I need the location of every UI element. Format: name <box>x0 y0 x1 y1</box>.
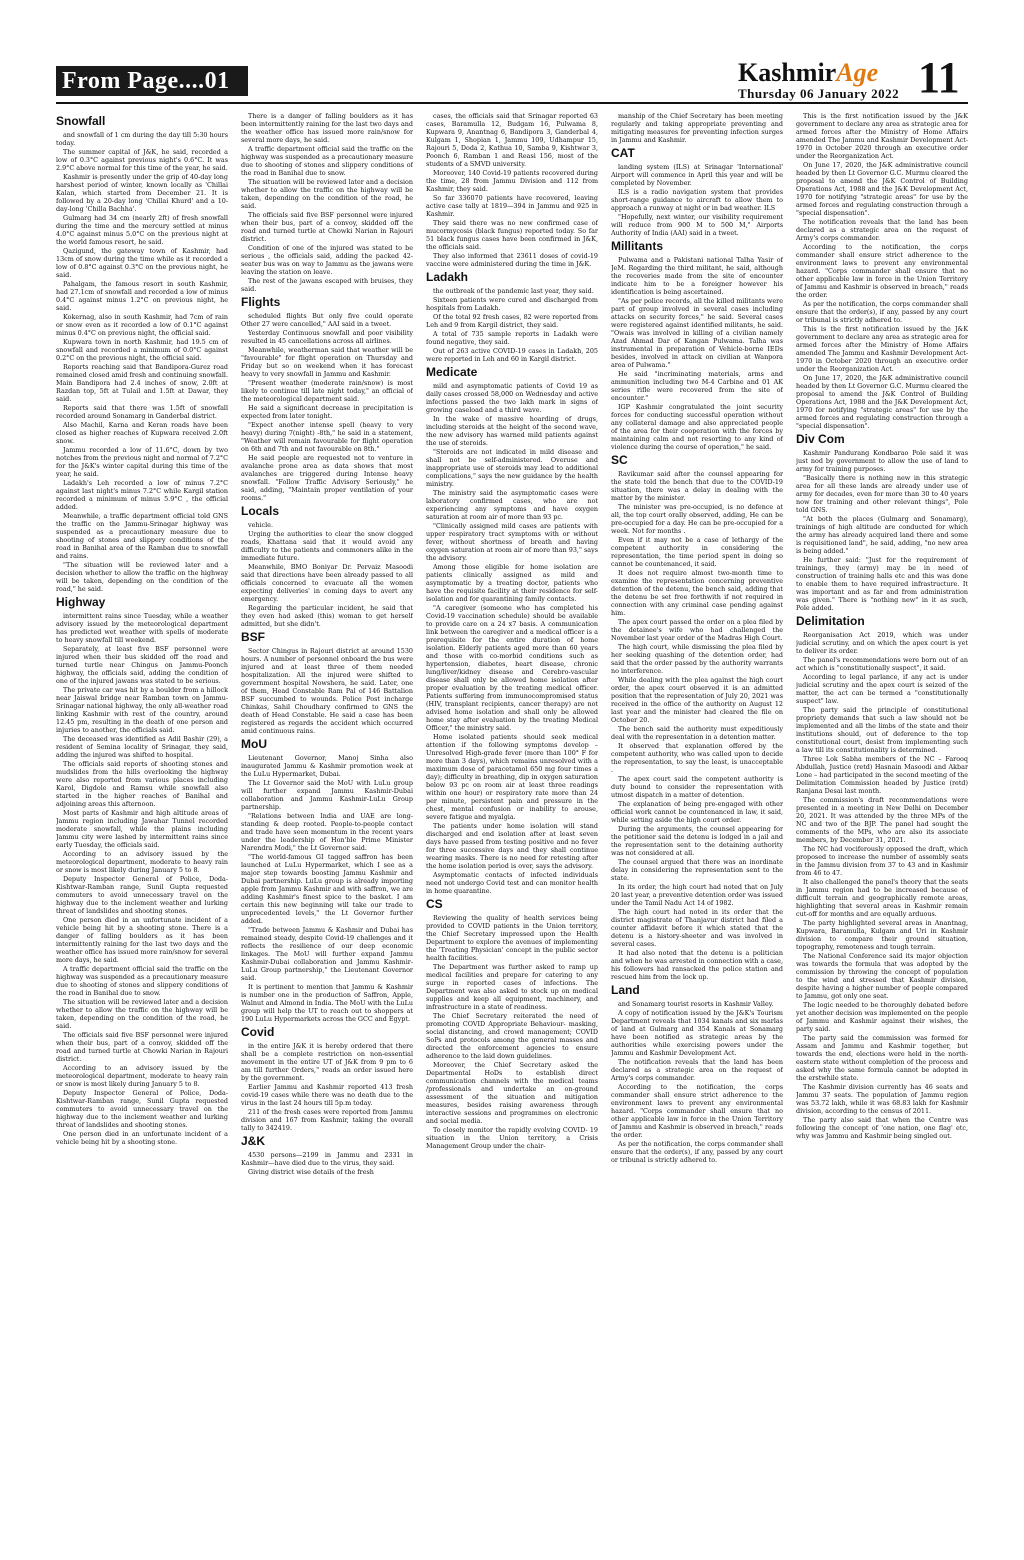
article-paragraph: The commission's draft recommendations were presented in a meeting in New Delhi on December 20, 2021. It was attended by the three MPs of the NC and two of the BJP. The panel had sought the comments of the MPs, who are also its associate members, by December 31, 2021. <box>796 796 968 844</box>
article-paragraph: He said people are requested not to venture in avalanche prone area as data shows that most avalanches are triggered during Intense heavy snowfall. "Follow Traffic Advisory Seriously," he said, adding, "Maintain proper ventilation of your rooms." <box>241 454 413 502</box>
page-number: 11 <box>918 53 960 102</box>
article-paragraph: "Trade between Jammu & Kashmir and Dubai has remained steady, despite Covid-19 challenges and it reflects the resilience of our deep economic linkages. The MoU will further expand Jammu Kashmir-Dubai collaboration and Jammu Kashmir-LuLu Group partnership," the Lieutenant Governor said. <box>241 926 413 982</box>
article-paragraph: the outbreak of the pandemic last year, they said. <box>433 287 594 295</box>
article-paragraph: Moreover, the Chief Secretary asked the Departmental HoDs to establish direct communication channels with the medical teams /professionals and undertake an on-ground assessment of the situation and mitigation measures, besides raising awareness through interactive sessions and programmes on electronic and social media. <box>426 1061 598 1125</box>
article-paragraph: While dealing with the plea against the high court order, the apex court observed it is an admitted position that the representation of July 20, 2021 was received in the office of the authority on August 12 last year and the minister had cleared the file on October 20. <box>611 676 783 724</box>
article-paragraph: A traffic department official said the traffic on the highway was suspended as a precautionary measure due to shooting of stones and slippery conditions of the road in Banihal due to snow. <box>241 145 413 177</box>
article-paragraph: "Basically there is nothing new in this strategic area for all these lands are already under use of army for decades, even for more than 30 to 40 years now for training and other relevant things", Pole told GNS. <box>796 474 968 514</box>
article-paragraph: IGP Kashmir congratulated the joint security forces for conducting successful operation without any collateral damage and also appreciated people of the area for their cooperation with the forces by maintaining calm and not resorting to any kind of violence during the course of operation," he said. <box>611 403 783 451</box>
article-paragraph: The minister was pre-occupied, is no defence at all, the top court orally observed, adding, He can be pre-occupied for a day. He can be pre-occupied for a week. Not for months . <box>611 503 783 535</box>
article-paragraph: Earlier Jammu and Kashmir reported 413 fresh covid-19 cases while there was no death due to the virus in the last 24 hours till 5p.m today. <box>241 1083 413 1107</box>
article-paragraph: vehicle. <box>248 521 273 529</box>
article-paragraph: He further said: "Just for the requirement of trainings, they (army) may be in need of construction of training halls etc and this was done to enable them to have required infrastructure. It was important and as far and from administration was given." There is "nothing new" in it as such, Pole added. <box>796 556 968 612</box>
article-paragraph: It also challenged the panel's theory that the seats in Jammu region had to be increased because of difficult terrain and geographically remote areas, highlighting that several areas in Kashmir remain cut-off for months and are equally arduous. <box>796 878 968 918</box>
article-paragraph: The situation will be reviewed later and a decision whether to allow the traffic on the highway will be taken, depending on the condition of the road, he said. <box>241 178 413 210</box>
article-headline: MoU <box>241 737 267 751</box>
article-paragraph: landing system (ILS) at Srinagar 'International' Airport will commence in April this year and will be completed by November. <box>611 163 783 187</box>
article-paragraph: The officials said five BSF personnel were injured when their bus, part of a convoy, skidded off the road and turned turtle at Chowki Narian in Rajouri district. <box>241 211 413 243</box>
article-paragraph: The situation will be reviewed later and a decision whether to allow the traffic on the highway will be taken, depending on the condition of the road, he said. <box>56 998 228 1030</box>
article-paragraph: The party said the commission was formed for Assam and Jammu and Kashmir together, but towards the end, elections were held in the north-eastern state without completion of the process and asked why the same formula cannot be adopted in the erstwhile state. <box>796 1034 968 1082</box>
article-paragraph: The Kashmir division currently has 46 seats and Jammu 37 seats. The population of Jammu region was 53.72 lakh, while it was 68.83 lakh for Kashmir division, according to the census of 2011. <box>796 1083 968 1115</box>
article-paragraph: He said "incriminating materials, arms and ammunition including two M-4 Carbine and 01 AK series rifle were recovered from the site of encounter." <box>611 370 783 402</box>
article-headline: J&K <box>241 1134 266 1148</box>
article-paragraph: According to an advisory issued by the meteorological department, moderate to heavy rain or snow is most likely during January 5 to 8. <box>56 850 228 874</box>
article-paragraph: On June 17, 2020, the J&K administrative council headed by then Lt Governor G.C. Murmu cleared the proposal to amend the J&K Control of Building Operations Act, 1988 and the J&K Development Act, 1970 for notifying "strategic areas" for use by the armed forces and regulating construction through a "special dispensation". <box>796 161 968 217</box>
article-paragraph: A traffic department official said the traffic on the highway was suspended as a precautionary measure due to shooting of stones and slippery conditions of the road in Banihal due to snow. <box>56 965 228 997</box>
article-paragraph: The panel's recommendations were born out of an act which is "constitutionally suspect", it said. <box>796 656 968 672</box>
article-headline: CS <box>426 897 443 911</box>
article-paragraph: They also informed that 23611 doses of covid-19 vaccine were administered during the time in J&K. <box>426 252 598 268</box>
article-paragraph: Giving district wise details of the fresh <box>248 1168 374 1176</box>
article-paragraph: "As per police records, all the killed militants were part of group involved in several cases including attacks on security forces," he said. Several cases were registered against identified militants, he said. "Owais was involved in killing of a civilian namely Azad Ahmad Dar of Kangan Pulwama. Talha was instrumental in preparation of Vehicle-borne IEDs besides, involved in attack on civilian at Wanpora area of Pulwama." <box>611 297 783 369</box>
article-paragraph: The party also said that when the Centre was following the concept of 'one nation, one flag' etc, why was Jammu and Kashmir being singled out. <box>796 1116 968 1140</box>
article-paragraph: It observed that explanation offered by the competent authority, who was called upon to decide the representation, to say the least, is unacceptable . <box>611 742 783 774</box>
column-3 <box>426 112 598 1554</box>
article-headline: Highway <box>56 595 106 609</box>
article-paragraph: "At both the places (Gulmarg and Sonamarg), trainings of high altitude are conducted for which the army has already acquired land there and some is requisitioned land", he said, adding, "no new area is being added." <box>796 515 968 555</box>
article-paragraph: The explanation of being pre-engaged with other official work cannot be countenanced in law, it said, while setting aside the high court order. <box>611 800 783 824</box>
article-paragraph: 211 of the fresh cases were reported from Jammu division and 167 from Kashmir, taking the overall tally to 342419. <box>241 1108 413 1132</box>
article-paragraph: mild and asymptomatic patients of Covid 19 as daily cases crossed 58,000 on Wednesday and active infections passed the two lakh mark in signs of growing caseload and a third wave. <box>426 382 598 414</box>
article-paragraph: and snowfall of 1 cm during the day till 5:30 hours today. <box>56 131 228 147</box>
article-paragraph: "Relations between India and UAE are long-standing & deep rooted. People-to-people contact and trade have seen momentum in the recent years under the leadership of Hon'ble Prime Minister Narendra Modi," the Lt Governor said. <box>241 812 413 852</box>
article-paragraph: The Department was further asked to ramp up medical facilities and prepare for catering to any surge in reported cases of infections. The Department was also asked to stock up on medical supplies and keep all equipment, machinery, and infrastructure in a state of readiness. <box>426 963 598 1011</box>
article-paragraph: Reviewing the quality of health services being provided to COVID patients in the Union territory, the Chief Secretary impressed upon the Health Department to explore the avenues of implementing the 'Treating Physician' concept in the public sector health facilities. <box>426 914 598 962</box>
article-paragraph: Kupwara town in north Kashmir, had 19.5 cm of snowfall and recorded a minimum of 0.0°C against 0.2°C on the previous night, the official said. <box>56 338 228 362</box>
article-paragraph: Qazigund, the gateway town of Kashmir, had 13cm of snow during the time while as it recorded a low of 0.8°C against 0.3°C on the previous night, he said. <box>56 247 228 279</box>
article-paragraph: A copy of notification issued by the J&K's Tourism Department reveals that 1034 kanals and six marlas of land at Gulmarg and 354 Kanals at Sonamarg have been notified as strategic areas by the authorities while exercising powers under the Jammu and Kashmir Development Act. <box>611 1009 783 1057</box>
column-5 <box>796 112 968 1554</box>
article-paragraph: On June 17, 2020, the J&K administrative council headed by then Lt Governor G.C. Murmu cleared the proposal to amend the J&K Control of Building Operations Act, 1988 and the J&K Development Act, 1970 for notifying "strategic areas" for use by the armed forces and regulating construction through a "special dispensation". <box>796 374 968 430</box>
article-paragraph: ILS is a radio navigation system that provides short-range guidance to aircraft to allow them to approach a runway at night or in bad weather. ILS <box>611 188 783 212</box>
article-paragraph: "Steroids are not indicated in mild disease and shall not be self-administered. Overuse and inappropriate use of steroids may lead to additional complications," says the new guidance by the health ministry. <box>426 448 598 488</box>
article-paragraph: The counsel argued that there was an inordinate delay in considering the representation sent to the state. <box>611 858 783 882</box>
article-paragraph: A total of 735 sample reports in Ladakh were found negative, they said. <box>426 330 598 346</box>
article-paragraph: They said there was no new confirmed case of mucormycosis (black fungus) reported today. So far 51 black fungus cases have been confirmed in J&K, the officials said. <box>426 219 598 251</box>
article-paragraph: Moreover, 140 Covid-19 patients recovered during the time, 28 from Jammu Division and 112 from Kashmir, they said. <box>426 169 598 193</box>
article-paragraph: So far 336070 patients have recovered, leaving active case tally at 1819—394 in Jammu and 925 in Kashmir. <box>426 194 598 218</box>
article-paragraph: Kashmir is presently under the grip of 40-day long harshest period of winter, known locally as 'Chillai Kalan, which started from December 21. It is followed by a 20-day long 'Chillai Khurd' and a 10-day-long 'Chilla Bachha'. <box>56 173 228 213</box>
article-paragraph: and Sonamarg tourist resorts in Kashmir Valley. <box>618 1000 774 1008</box>
column-4 <box>611 112 783 1554</box>
article-paragraph: Out of 263 active COVID-19 cases in Ladakh, 205 were reported in Leh and 60 in Kargil district. <box>426 347 598 363</box>
article-paragraph: in the entire J&K it is hereby ordered that there shall be a complete restriction on non-essential movement in the entire UT of J&K from 9 pm to 6 am till further Orders," reads an order issued here by the government. <box>241 1042 413 1082</box>
article-paragraph: Kashmir Pandurang Kondbarao Pole said it was just nod by government to allow the use of land to army for training purposes. <box>796 449 968 473</box>
article-paragraph: It does not require almost two-month time to examine the representation concerning preventive detention of the detenu, the bench said, adding that the detenu be set free forthwith if not required in connection with any criminal case pending against him. <box>611 569 783 617</box>
article-paragraph: The patients under home isolation will stand discharged and end isolation after at least seven days have passed from testing positive and no fever for three successive days and they shall continue wearing masks. There is no need for retesting after the home isolation period is over, says the advisory. <box>426 822 598 870</box>
article-paragraph: As per the notification, the corps commander shall ensure that the order(s), if any, passed by any court or tribunal is strictly adhered to. <box>611 1140 783 1164</box>
article-paragraph: Sector Chingus in Rajouri district at around 1530 hours. A number of personnel onboard the bus were injured and at least three of them needed hospitalization. All the injured were shifted to government hospital Nowshera, he said. Later, one of them, Head Constable Ram Pal of 146 Battalion BSF succumbed to wounds. Police Post incharge Chinkas, Sahil Choudhary confirmed to GNS the death of Head Constable. He said a case has been registered as regards the accident which occurred amid continuous rains. <box>241 647 413 735</box>
article-paragraph: The Chief Secretary reiterated the need of promoting COVID Appropriate Behaviour- masking, social distancing, and crowd management; COVID SoPs and protocols among the general masses and directed the enforcement agencies to ensure adherence to the laid down guidelines. <box>426 1012 598 1060</box>
article-paragraph: Among those eligible for home isolation are patients clinically assigned as mild and asymptomatic by a treating doctor, patients who have the requisite facility at their residence for self-isolation and for quarantining family contacts. <box>426 563 598 603</box>
article-paragraph: One person died in an unfortunate incident of a vehicle being hit by a shooting stone. <box>56 1130 228 1146</box>
article-paragraph: "Clinically assigned mild cases are patients with upper respiratory tract symptoms with or without fever, without shortness of breath and having oxygen saturation at room air of more than 93," says the advisory. <box>426 522 598 562</box>
article-headline: Div Com <box>796 432 845 446</box>
article-headline: Covid <box>241 1025 275 1039</box>
article-headline: Locals <box>241 504 280 518</box>
article-paragraph: Kokernag, also in south Kashmir, had 7cm of rain or snow even as it recorded a low of 0.1°C against minus 0.4°C on previous night, the official said. <box>56 313 228 337</box>
article-headline: CAT <box>611 146 635 160</box>
article-paragraph: Of the total 92 fresh cases, 82 were reported from Leh and 9 from Kargil district, they said. <box>426 313 598 329</box>
article-paragraph: Also Machil, Karna and Keran roads have been closed as higher reaches of Kupwara received 2.0ft snow. <box>56 421 228 445</box>
article-paragraph: Reports reaching said that Bandipora-Gurez road remained closed amid fresh and continuing snowfall. Main Bandipora had 2.4 inches of snow, 2.0ft at Razdan top, 5ft at Tulail and 1.5ft at Dawar, they said. <box>56 363 228 403</box>
article-paragraph: Reorganisation Act 2019, which was under judicial scrutiny, and on which the apex court is yet to deliver its order. <box>796 631 968 655</box>
article-headline: Land <box>611 983 640 997</box>
article-paragraph: Meanwhile, a traffic department official told GNS the traffic on the Jammu-Srinagar highway was suspended as a precautionary measure due to shooting of stones and slippery conditions of the road in Banihal area of the Ramban due to snowfall and rains. <box>56 512 228 560</box>
article-paragraph: The Lt Governor said the MoU with LuLu group will further expand Jammu Kashmir-Dubai collaboration and Jammu Kashmir-LuLu Group partnership. <box>241 779 413 811</box>
article-headline: Medicate <box>426 365 478 379</box>
article-paragraph: Meanwhile, weatherman said that weather will be "favourable" for flight operation on Thursday and Friday but so on weekend when it has forecast heavy to very snowfall in Jammu and Kashmir. <box>241 346 413 378</box>
article-paragraph: The deceased was identified as Adil Bashir (29), a resident of Semina locality of Srinagar, they said, adding the injured was shifted to hospital. <box>56 735 228 759</box>
article-paragraph: The officials said reports of shooting stones and mudslides from the hills overlooking the highway were also reported from various places including Karol, Digdole and Ramsu while snowfall also started in the higher reaches of Banihal and adjoining areas this afternoon. <box>56 760 228 808</box>
brand-main: Kashmir <box>738 58 837 87</box>
dateline: Thursday 06 January 2022 <box>738 86 900 101</box>
article-paragraph: "Hopefully, next winter, our visibility requirement will reduce from 900 M to 500 M," Airports Authority of India (AAI) said in a tweet. <box>611 213 783 237</box>
article-paragraph: scheduled flights But only five could operate Other 27 were cancelled," AAI said in a tweet. <box>241 312 413 328</box>
article-headline: Delimitation <box>796 614 865 628</box>
article-paragraph: Ladakh's Leh recorded a low of minus 7.2°C against last night's minus 7.2°C while Kargil station recorded a minimum of minus 5.9°C , the official added. <box>56 479 228 511</box>
column-1 <box>56 112 228 1554</box>
article-paragraph: Most parts of Kashmir and high altitude areas of Jammu region including Jawahar Tunnel recorded moderate snowfall, while the plains including Jammu city were lashed by intermittent rains since early Tuesday, the officials said. <box>56 809 228 849</box>
masthead <box>0 0 1024 100</box>
article-paragraph: Reports said that there was 1.5ft of snowfall recorded around Sonamarg in Ganderbal district. <box>56 404 228 420</box>
article-paragraph: During the arguments, the counsel appearing for the petitioner said the detenu is lodged in a jail and the representation sent to the detaining authority was not considered at all. <box>611 825 783 857</box>
article-paragraph: Regarding the particular incident, he said that they even had asked (this) woman to get herself admitted, but she didn't. <box>241 604 413 628</box>
article-paragraph: Deputy Inspector General of Police, Doda-Kishtwar-Ramban range, Sunil Gupta requested commuters to avoid unnecessary travel on the highway due to the inclement weather and lurking threat of landslides and shooting stones. <box>56 875 228 915</box>
article-paragraph: Yesterday Continuous snowfall and poor visibility resulted in 45 cancellations across all airlines. <box>241 329 413 345</box>
article-paragraph: According to the notification, the corps commander shall ensure strict adherence to the environment laws to prevent any environmental hazard. "Corps commander shall ensure that no other applicable law in force in the Union Territory of Jammu and Kashmir is observed in breach," reads the order. <box>611 1083 783 1139</box>
article-paragraph: "The situation will be reviewed later and a decision whether to allow the traffic on the highway will be taken, depending on the condition of the road," he said. <box>56 561 228 593</box>
article-paragraph: The ministry said the asymptomatic cases were laboratory confirmed cases, who are not experiencing any symptoms and have oxygen saturation at room air of more than 93 pc. <box>426 489 598 521</box>
article-headline: Millitants <box>611 239 664 253</box>
article-paragraph: Gulmarg had 34 cm (nearly 2ft) of fresh snowfall during the time and the mercury settled at minus 4.0°C against minus 5.0°C on the previous night at the world famous resort, he said. <box>56 214 228 246</box>
brand-accent: Age <box>836 58 879 87</box>
article-paragraph: Home isolated patients should seek medical attention if the following symptoms develop – Unresolved High-grade fever (more than 100° F for more than 3 days), which remains unresolved with a maximum dose of paracetamol 650 mg four times a day); difficulty in breathing, dip in oxygen saturation below 93 pc on room air at least three readings within one hour) or respiratory rate more than 24 per minute, persistent pain and pressure in the chest, mental confusion or inability to arouse, severe fatigue and myalgia. <box>426 733 598 821</box>
article-paragraph: The party highlighted several areas in Anantnag, Kupwara, Baramulla, Kulgam and Uri in Kashmir division to compare their ground situation, topography, remoteness and tough terrain. <box>796 919 968 951</box>
article-paragraph: The NC had vociferously opposed the draft, which proposed to increase the number of assembly seats in the Jammu division from 37 to 43 and in Kashmir from 46 to 47. <box>796 845 968 877</box>
article-paragraph: According to legal parlance, if any act is under judicial scrutiny and the apex court is seized of the matter, the act can be termed a "constitutionally suspect" law. <box>796 673 968 705</box>
article-paragraph: "Present weather (moderate rain/snow) is most likely to continue till late night today," an official of the meteorological department said. <box>241 379 413 403</box>
article-paragraph: Pahalgam, the famous resort in south Kashmir, had 27.1cm of snowfall and recorded a low of minus 0.4°C against minus 1.2°C on previous night, he said. <box>56 280 228 312</box>
article-paragraph: One person died in an unfortunate incident of a vehicle being hit by a shooting stone. There is a danger of falling boulders as it has been intermittently raining for the last two days and the weather office has issued more rain/snow for several more days, he said. <box>56 916 228 964</box>
article-paragraph: The high court had noted in its order that the district magistrate of Thanjavur district had filed a counter affidavit before it which stated that the detenu is a history-sheeter and was involved in several cases. <box>611 908 783 948</box>
article-paragraph: The notification reveals that the land has been declared as a strategic area on the request of Army's corps commander. <box>796 218 968 242</box>
article-paragraph: Sixteen patients were cured and discharged from hospitals from Ladakh. <box>426 296 598 312</box>
article-paragraph: The apex court said the competent authority is duty bound to consider the representation with utmost dispatch in a matter of detention. <box>611 775 783 799</box>
article-paragraph: Three Lok Sabha members of the NC – Farooq Abdullah, Justice (retd) Hasnain Masoodi and Akbar Lone – had participated in the second meeting of the Delimitation Commission headed by Justice (retd) Ranjana Desai last month. <box>796 755 968 795</box>
article-paragraph: "Expect another intense spell (heavy to very heavy) during 7(night) -8th," he said in a statement, "Weather will remain favourable for flight operation on 6th and 7th and not favourable on 8th." <box>241 421 413 453</box>
article-paragraph: The logic needed to be thoroughly debated before yet another decision was implemented on the people of Jammu and Kashmir against their wishes, the party said. <box>796 1001 968 1033</box>
article-paragraph: The summer capital of J&K, he said, recorded a low of 0.3°C against previous night's 0.6°C. It was 2.9°C above normal for this time of the year, he said. <box>56 148 228 172</box>
section-banner: From Page....01 <box>56 66 248 96</box>
article-paragraph: It had also noted that the detenu is a politician and when he was arrested in connection with a case, his followers had ransacked the police station and rescued him from the lock up. <box>611 949 783 981</box>
article-paragraph: Deputy Inspector General of Police, Doda-Kishtwar-Ramban range, Sunil Gupta requested commuters to avoid unnecessary travel on the highway due to the inclement weather and lurking threat of landslides and shooting stones. <box>56 1089 228 1129</box>
article-headline: SC <box>611 453 628 467</box>
article-paragraph: In its order, the high court had noted that on July 20 last year, a preventive detention order was issued under the Tamil Nadu Act 14 of 1982. <box>611 883 783 907</box>
article-paragraph: The officials said five BSF personnel were injured when their bus, part of a convoy, skidded off the road and turned turtle at Chowki Narian in Rajouri district. <box>56 1031 228 1063</box>
article-paragraph: "The world-famous GI tagged saffron has been launched at LuLu Hypermarket, which I see as a major step towards boosting Jammu Kashmir and Dubai partnership. LuLu group is already importing apple from Jammu Kashmir and with saffron, we are adding Kashmir's finest spice to the basket. I am certain this new beginning will take our trade to unprecedented levels," the Lt Governor further added. <box>241 853 413 925</box>
article-paragraph: Jammu recorded a low of 11.6°C, down by two notches from the previous night and normal of 7.2°C for the J&K's winter capital during this time of the year, he said. <box>56 446 228 478</box>
article-paragraph: Separately, at least five BSF personnel were injured when their bus skidded off the road and turned turtle near Chingus on Jammu-Poonch highway, the officials said, adding the condition of one of the injured jawans was stated to be serious. <box>56 645 228 685</box>
article-paragraph: Condition of one of the injured was stated to be serious , the officials said, adding the packed 42-seater bus was on way to Jammu as the jawans were leaving the station on leave. <box>241 244 413 276</box>
article-paragraph: The party said the principle of constitutional propriety demands that such a law should not be implemented and all the limbs of the state and their institutions should, out of deference to the top constitutional court, desist from implementing such a law till its constitutionality is determined. <box>796 706 968 754</box>
article-paragraph: Asymptomatic contacts of infected individuals need not undergo Covid test and can monitor health in home quarantine. <box>426 871 598 895</box>
article-paragraph: This is the first notification issued by the J&K government to declare any area as strategic area for armed forces after the Ministry of Home Affairs amended The Jammu and Kashmir Development Act-1970 in October 2020 through an executive order under the Reorganization Act. <box>796 112 968 160</box>
article-paragraph: Urging the authorities to clear the snow clogged roads, Khattana said that it would avoid any difficulty to the patients and commoners alike in the immediate future. <box>241 530 413 562</box>
article-headline: BSF <box>241 630 265 644</box>
article-headline: Flights <box>241 295 281 309</box>
column-2 <box>241 112 413 1554</box>
article-paragraph: There is a danger of falling boulders as it has been intermittently raining for the last two days and the weather office has issued more rain/snow for several more days, he said. <box>241 112 413 144</box>
header-rule <box>56 102 968 104</box>
article-paragraph: Pulwama and a Pakistani national Talha Yasir of JeM. Regarding the third militant, he said, although the recoveries made from the site of encounter indicate him to be a foreigner however his identification is being ascertained. <box>611 256 783 296</box>
article-paragraph: Meanwhile, BMO Boniyar Dr. Pervaiz Masoodi said that directions have been already passed to all officials concerned to evacuate all the women expecting deliveries' in coming days to avert any emergency. <box>241 563 413 603</box>
article-paragraph: 4530 persons—2199 in Jammu and 2331 in Kashmir—have died due to the virus, they said. <box>241 1151 413 1167</box>
article-headline: Snowfall <box>56 114 106 128</box>
article-paragraph: It is pertinent to mention that Jammu & Kashmir is number one in the production of Saffron, Apple, Walnut and Almond in India. The MoU with the LuLu group will help the UT to reach out to shoppers at 190 LuLu Hypermarkets across the GCC and Egypt. <box>241 983 413 1023</box>
article-paragraph: As per the notification, the corps commander shall ensure that the order(s), if any, passed by any court or tribunal is strictly adhered to. <box>796 300 968 324</box>
article-paragraph: The apex court passed the order on a plea filed by the detainee's wife who had challenged the November last year order of the Madras High Court. <box>611 618 783 642</box>
article-paragraph: Lieutenant Governor, Manoj Sinha also inaugurated Jammu & Kashmir promotion week at the LuLu Hypermarket, Dubai. <box>241 754 413 778</box>
article-paragraph: The private car was hit by a boulder from a hillock near Jaiswal bridge near Ramban town on Jammu-Srinagar national highway, the only all-weather road linking Kashmir with rest of the country, around 12.45 pm, resulting in the death of one person and injuries to another, the officials said. <box>56 686 228 734</box>
article-paragraph: According to an advisory issued by the meteorological department, moderate to heavy rain or snow is most likely during January 5 to 8. <box>56 1064 228 1088</box>
article-paragraph: He said a significant decrease in precipitation is expected from later tonight. <box>241 404 413 420</box>
article-paragraph: The notification reveals that the land has been declared as a strategic area on the request of Army's corps commander. <box>611 1058 783 1082</box>
article-paragraph: The bench said the authority must expeditiously deal with the representation in a detention matter. <box>611 725 783 741</box>
article-paragraph: To closely monitor the rapidly evolving COVID- 19 situation in the Union territory, a Crisis Management Group under the chair- <box>426 1126 598 1150</box>
article-paragraph: The National Conference said its major objection was towards the formula that was adopted by the commission by throwing the concept of population to the wind and stressed that Kashmir division, despite having a higher number of people compared to Jammu, got only one seat. <box>796 952 968 1000</box>
article-paragraph: cases, the officials said that Srinagar reported 63 cases, Baramulla 12, Budgam 16, Pulwama 8, Kupwara 9, Anantnag 6, Bandipora 3, Ganderbal 4, Kulgam 1, Shopian 1, Jammu 109, Udhampur 15, Rajouri 5, Doda 2, Kathua 10, Samba 9, Kishtwar 3, Poonch 6, Ramban 1 and Reasi 156, most of the students of a SMVD university. <box>426 112 598 168</box>
newspaper-logo <box>738 58 878 88</box>
article-paragraph: intermittent rains since Tuesday, while a weather advisory issued by the meteorological department has predicted wet weather with spells of moderate to heavy snowfall till weekend. <box>56 612 228 644</box>
article-paragraph: manship of the Chief Secretary has been meeting regularly and taking appropriate preventing and mitigating measures for preventing infection surges in Jammu and Kashmir. <box>611 112 783 144</box>
article-paragraph: According to the notification, the corps commander shall ensure strict adherence to the environment laws to prevent any environmental hazard. "Corps commander shall ensure that no other applicable law in force in the Union Territory of Jammu and Kashmir is observed in breach," reads the order. <box>796 243 968 299</box>
article-paragraph: Ravikumar said after the counsel appearing for the state told the bench that due to the COVID-19 situation, there was a delay in dealing with the matter by the minister. <box>611 470 783 502</box>
article-paragraph: This is the first notification issued by the J&K government to declare any area as strategic area for armed forces after the Ministry of Home Affairs amended The Jammu and Kashmir Development Act-1970 in October 2020 through an executive order under the Reorganization Act. <box>796 325 968 373</box>
article-paragraph: The high court, while dismissing the plea filed by her seeking quashing of the detention order, had said that the order passed by the authority warrants no interference. <box>611 643 783 675</box>
article-paragraph: "A caregiver (someone who has completed his Covid-19 vaccination schedule) should be available to provide care on a 24 x7 basis. A communication link between the caregiver and a medical officer is a prerequisite for the entire duration of home isolation. Elderly patients aged more than 60 years and those with co-morbid conditions such as hypertension, diabetes, heart disease, chronic lung/liver/kidney disease and Cerebro-vascular disease shall only be allowed home isolation after proper evaluation by the treating medical officer. Patients suffering from immunocompromised status (HIV, transplant recipients, cancer therapy) are not advised home isolation and shall only be allowed home stay after evaluation by the treating Medical Officer," the ministry said. <box>426 604 598 732</box>
article-paragraph: Even if it may not be a case of lethargy of the competent authority in considering the representation, the time period spent in doing so cannot be countenanced, it said. <box>611 536 783 568</box>
article-paragraph: The rest of the jawans escaped with bruises, they said. <box>241 277 413 293</box>
article-paragraph: In the wake of massive hoarding of drugs, including steroids at the height of the second wave, the new advisory has warned mild patients against the use of steroids. <box>426 415 598 447</box>
article-headline: Ladakh <box>426 270 469 284</box>
